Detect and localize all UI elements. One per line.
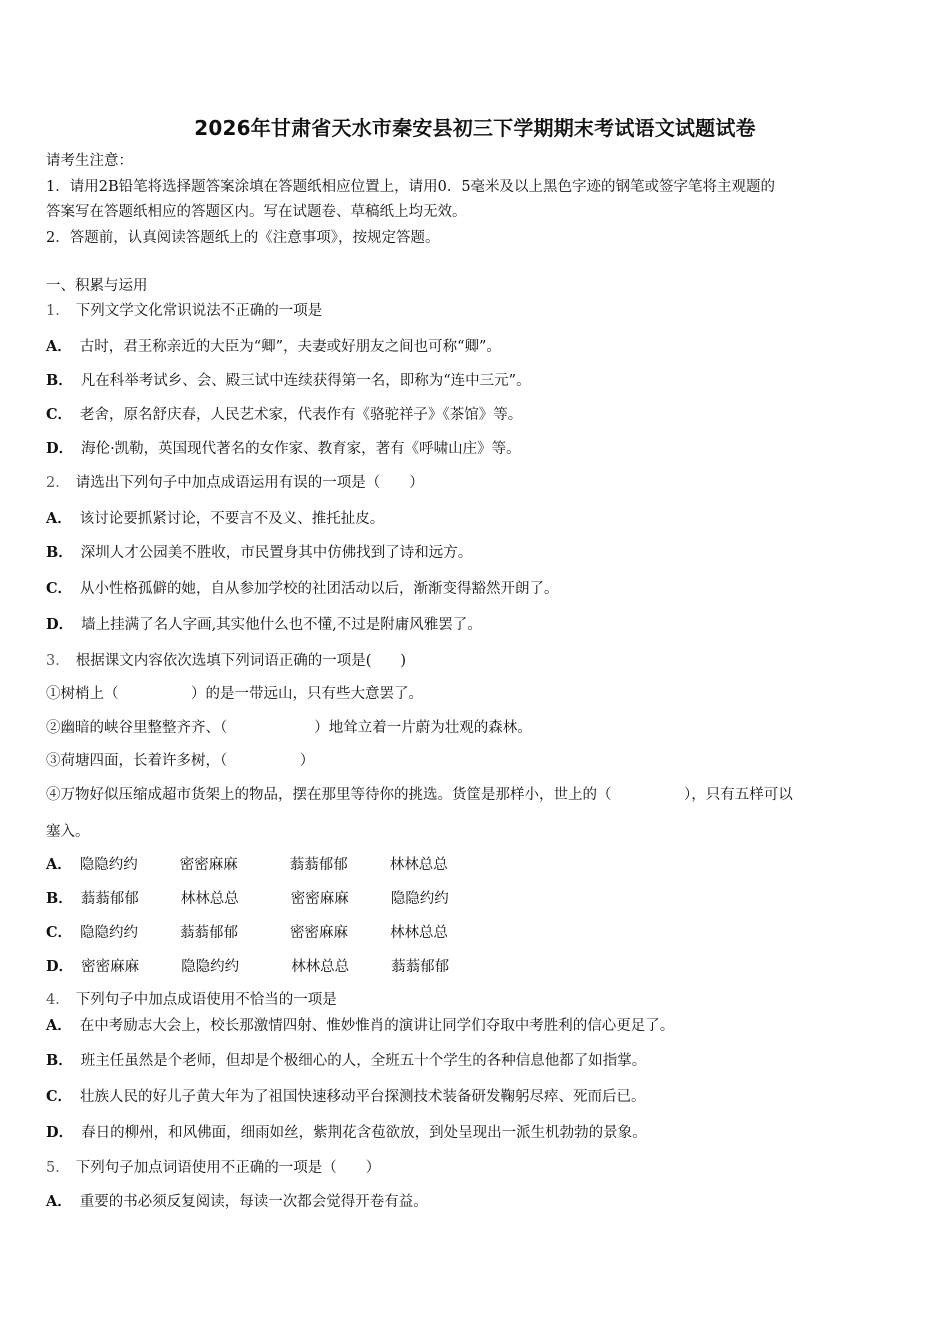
question-2-stem xyxy=(46,473,424,493)
question-number: 2． xyxy=(46,475,70,491)
q4-option-c: C． 壮族人民的好儿子黄大年为了祖国快速移动平台探测技术装备研发鞠躬尽瘁、死而后已。 xyxy=(46,1088,646,1105)
q4-option-a: A． 在中考励志大会上，校长那激情四射、惟妙惟肖的演讲让同学们夺取中考胜利的信心更足了。 xyxy=(46,1017,675,1034)
q3-sentence-3: ③荷塘四面，长着许多树，（ ） xyxy=(46,753,315,769)
question-5-stem xyxy=(46,1158,380,1178)
q2-option-d: D． 墙上挂满了名人字画,其实他什么也不懂,不过是附庸风雅罢了。 xyxy=(46,616,482,633)
q3-option-b: B． 蓊蓊郁郁 林林总总 密密麻麻 隐隐约约 xyxy=(46,890,449,907)
q2-option-b: B． 深圳人才公园美不胜收，市民置身其中仿佛找到了诗和远方。 xyxy=(46,544,473,561)
question-1-stem xyxy=(46,301,322,321)
q1-option-d: D． 海伦·凯勒，英国现代著名的女作家、教育家，著有《呼啸山庄》等。 xyxy=(46,440,521,457)
q3-option-c: C． 隐隐约约 蓊蓊郁郁 密密麻麻 林林总总 xyxy=(46,924,449,941)
question-number: 1． xyxy=(46,303,70,319)
question-text: 下列句子中加点成语使用不恰当的一项是 xyxy=(75,992,337,1008)
question-text: 下列句子加点词语使用不正确的一项是（ ） xyxy=(75,1160,381,1176)
q4-option-d: D． 春日的柳州，和风佛面，细雨如丝，紫荆花含苞欲放，到处呈现出一派生机勃勃的景象。 xyxy=(46,1124,647,1141)
question-number: 4． xyxy=(46,992,70,1008)
q3-option-d: D． 密密麻麻 隐隐约约 林林总总 蓊蓊郁郁 xyxy=(46,958,450,975)
notice-item-1-cont: 答案写在答题纸相应的答题区内。写在试题卷、草稿纸上均无效。 xyxy=(46,204,467,220)
q2-option-c: C． 从小性格孤僻的她，自从参加学校的社团活动以后，渐渐变得豁然开朗了。 xyxy=(46,580,559,597)
q2-option-a: A． 该讨论要抓紧讨论，不要言不及义、推托扯皮。 xyxy=(46,510,385,527)
section-heading: 一、积累与运用 xyxy=(46,278,148,294)
question-number: 3． xyxy=(46,653,70,669)
exam-title: 2026年甘肃省天水市秦安县初三下学期期末考试语文试题试卷 xyxy=(194,116,756,140)
q4-option-b: B． 班主任虽然是个老师，但却是个极细心的人，全班五十个学生的各种信息他都了如指掌。 xyxy=(46,1052,647,1069)
question-number: 5． xyxy=(46,1160,70,1176)
q5-option-a: A． 重要的书必须反复阅读，每读一次都会觉得开卷有益。 xyxy=(46,1193,428,1210)
question-3-stem xyxy=(46,651,406,671)
q3-sentence-1: ①树梢上（ ）的是一带远山，只有些大意罢了。 xyxy=(46,686,423,702)
question-4-stem xyxy=(46,990,337,1010)
q1-option-c: C． 老舍，原名舒庆春，人民艺术家，代表作有《骆驼祥子》《茶馆》等。 xyxy=(46,406,523,423)
question-text: 下列文学文化常识说法不正确的一项是 xyxy=(75,303,323,319)
q1-option-b: B． 凡在科举考试乡、会、殿三试中连续获得第一名，即称为“连中三元”。 xyxy=(46,372,531,389)
question-text: 请选出下列句子中加点成语运用有误的一项是（ ） xyxy=(75,475,424,491)
q3-option-a: A． 隐隐约约 密密麻麻 蓊蓊郁郁 林林总总 xyxy=(46,856,448,873)
q3-sentence-4: ④万物好似压缩成超市货架上的物品，摆在那里等待你的挑选。货筐是那样小，世上的（ ），只有五样可以 xyxy=(46,787,793,803)
question-text: 根据课文内容依次选填下列词语正确的一项是( ) xyxy=(75,653,407,669)
q3-sentence-2: ②幽暗的峡谷里整整齐齐、（ ）地耸立着一片蔚为壮观的森林。 xyxy=(46,720,532,736)
q1-option-a: A． 古时，君王称亲近的大臣为“卿”，夫妻或好朋友之间也可称“卿”。 xyxy=(46,338,501,355)
notice-heading: 请考生注意： xyxy=(46,153,133,169)
q3-sentence-4-cont: 塞入。 xyxy=(46,824,90,840)
notice-item-2: 2．答题前，认真阅读答题纸上的《注意事项》，按规定答题。 xyxy=(46,230,440,246)
notice-item-1: 1．请用2B铅笔将选择题答案涂填在答题纸相应位置上，请用0．5毫米及以上黑色字迹的钢笔或签字笔将主观题的 xyxy=(46,179,776,195)
